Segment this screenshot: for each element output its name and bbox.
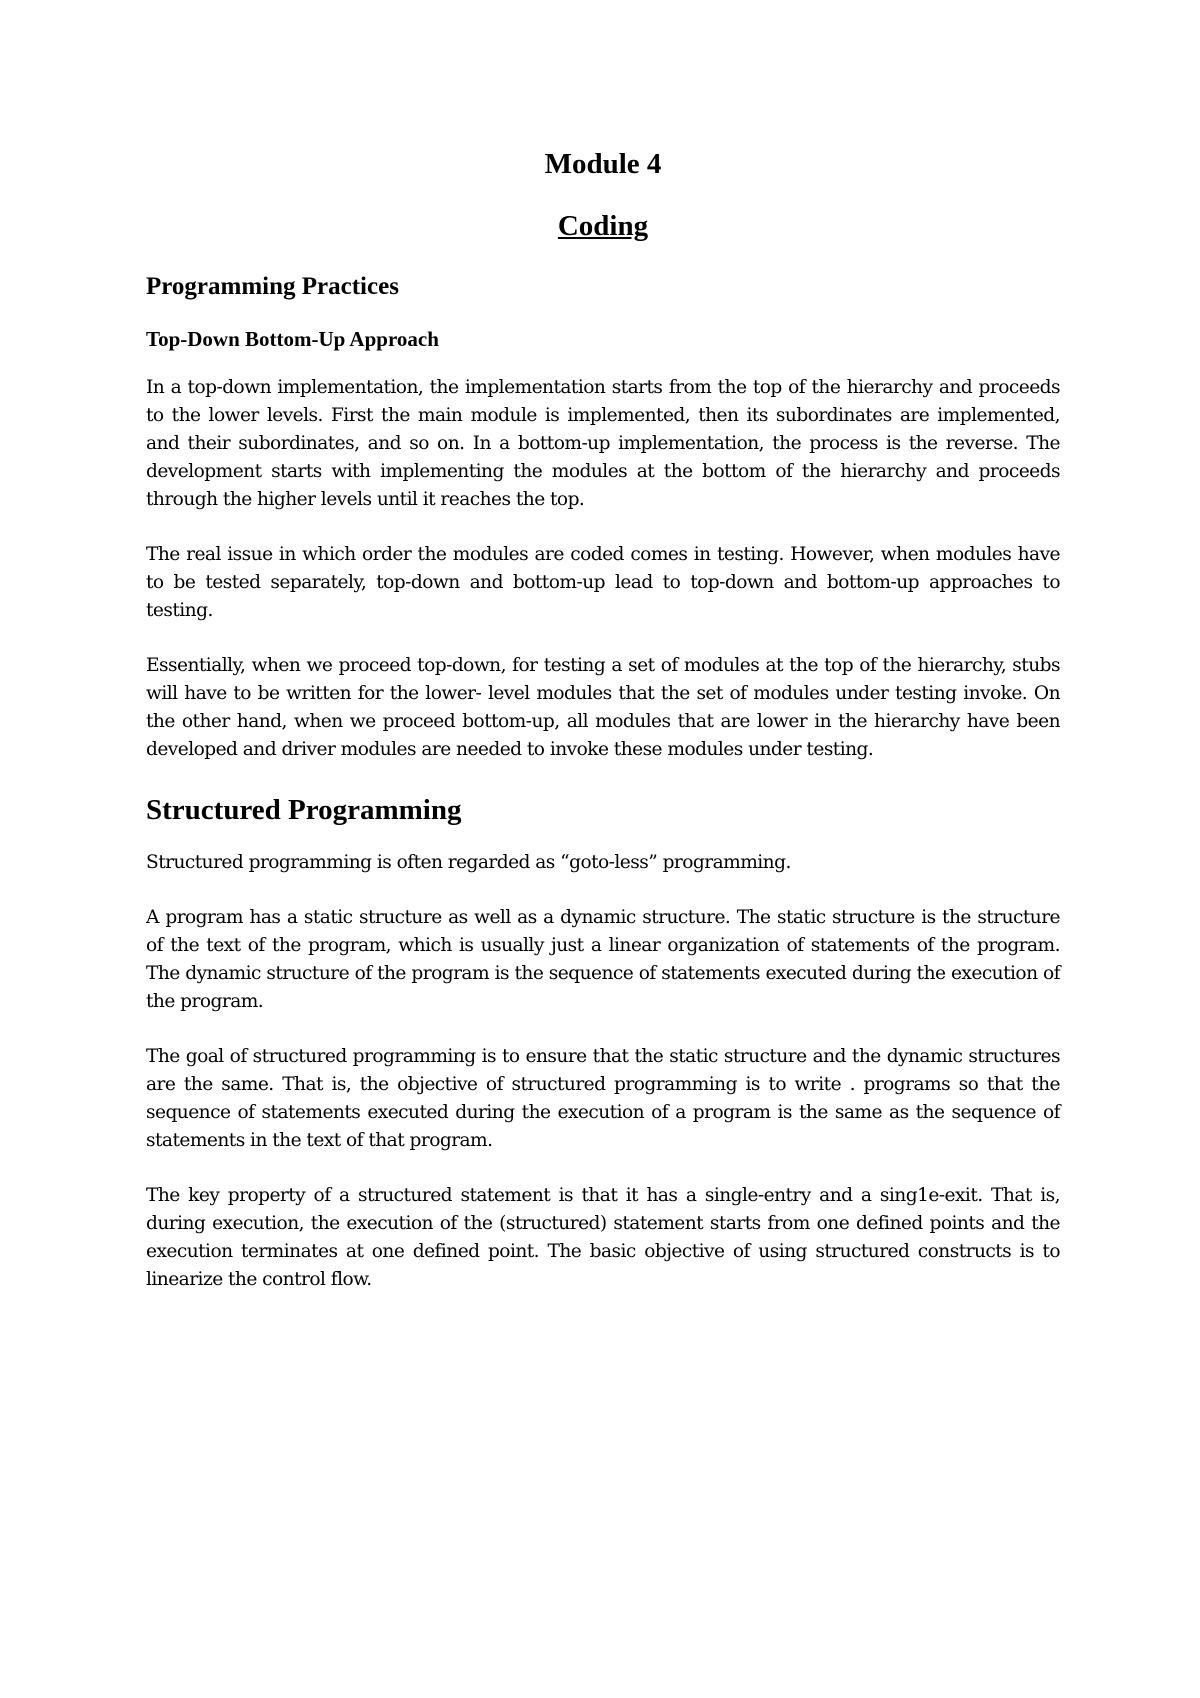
paragraph: The real issue in which order the modules are coded comes in testing. However, when modules have to be tested separately, top-down and bottom-up lead to top-down and bottom-up approaches to testing. xyxy=(146,544,1060,621)
paragraph: A program has a static structure as well as a dynamic structure. The static structure is the structure of the text of the program, which is usually just a linear organization of statements of the program. The dynamic structure of the program is the sequence of statements executed during the execution of the program. xyxy=(146,907,1060,1012)
section-heading-structured-programming: Structured Programming xyxy=(146,794,462,826)
section-heading-programming-practices: Programming Practices xyxy=(146,273,399,300)
document-content xyxy=(146,146,1060,1294)
module-title: Module 4 xyxy=(544,148,662,180)
paragraph: The goal of structured programming is to ensure that the static structure and the dynamic structures are the same. That is, the objective of structured programming is to write . programs so that the sequence of statements executed during the execution of a program is the same as the sequence of statements in the text of that program. xyxy=(146,1046,1060,1151)
subsection-heading-top-down-bottom-up: Top-Down Bottom-Up Approach xyxy=(146,327,439,351)
paragraph: Structured programming is often regarded as “goto-less” programming. xyxy=(146,852,791,873)
chapter-title: Coding xyxy=(557,210,649,242)
paragraph: The key property of a structured statement is that it has a single-entry and a sing1e-exit. That is, during execution, the execution of the (structured) statement starts from one defined points and the execution terminates at one defined point. The basic objective of using structured constructs is to linearize the control flow. xyxy=(146,1185,1060,1290)
paragraph: Essentially, when we proceed top-down, for testing a set of modules at the top of the hierarchy, stubs will have to be written for the lower- level modules that the set of modules under testing invoke. On the other hand, when we proceed bottom-up, all modules that are lower in the hierarchy have been developed and driver modules are needed to invoke these modules under testing. xyxy=(146,655,1060,760)
paragraph: In a top-down implementation, the implementation starts from the top of the hierarchy and proceeds to the lower levels. First the main module is implemented, then its subordinates are implemented, and their subordinates, and so on. In a bottom-up implementation, the process is the reverse. The development starts with implementing the modules at the bottom of the hierarchy and proceeds through the higher levels until it reaches the top. xyxy=(146,377,1060,510)
